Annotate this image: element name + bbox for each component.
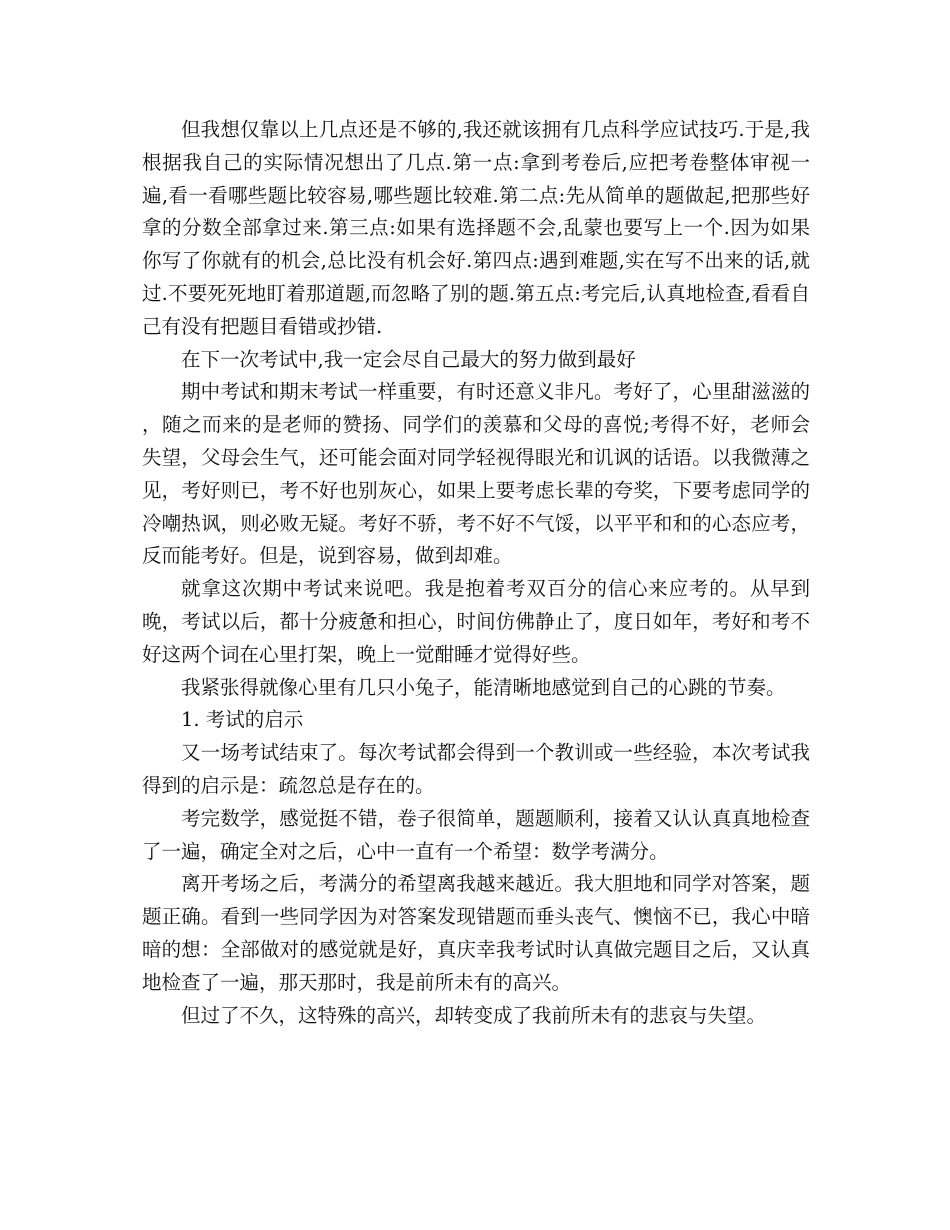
paragraph-nervous: 我紧张得就像心里有几只小兔子，能清晰地感觉到自己的心跳的节奏。 xyxy=(181,675,786,699)
paragraph-after-exam: 离开考场之后，考满分的希望离我越来越近。我大胆地和同学对答案，题题正确。看到一些同学因为对答案发现错题而垂头丧气、懊恼不已，我心中暗暗的想：全部做对的感觉就是好，真庆幸我考试时认真做完题目之后，又认真地检查了一遍，那天那时，我是前所未有的高兴。 xyxy=(142,872,810,994)
paragraph-exam-ended: 又一场考试结束了。每次考试都会得到一个教训或一些经验，本次考试我得到的启示是：疏忽总是存在的。 xyxy=(142,741,810,797)
paragraph-next-exam: 在下一次考试中,我一定会尽自己最大的努力做到最好 xyxy=(181,347,636,371)
paragraph-exam-tips: 但我想仅靠以上几点还是不够的,我还就该拥有几点科学应试技巧.于是,我根据我自己的实际情况想出了几点.第一点:拿到考卷后,应把考卷整体审视一遍,看一看哪些题比较容易,哪些题比较难.第二点:先从简单的题做起,把那些好拿的分数全部拿过来.第三点:如果有选择题不会,乱蒙也要写上一个.因为如果你写了你就有的机会,总比没有机会好.第四点:遇到难题,实在写不出来的话,就过.不要死死地盯着那道题,而忽略了别的题.第五点:考完后,认真地检查,看看自己有没有把题目看错或抄错. xyxy=(142,118,810,338)
paragraph-midterm-importance: 期中考试和期末考试一样重要，有时还意义非凡。考好了，心里甜滋滋的 ，随之而来的是老师的赞扬、同学们的羡慕和父母的喜悦;考得不好，老师会失望，父母会生气，还可能会面对同学轻视得眼光和讥讽的话语。以我微薄之见，考好则已，考不好也别灰心，如果上要考虑长辈的夸奖，下要考虑同学的冷嘲热讽，则必败无疑。考好不骄，考不好不气馁，以平平和和的心态应考，反而能考好。但是，说到容易，做到却难。 xyxy=(142,380,810,568)
paragraph-disappointment: 但过了不久，这特殊的高兴，却转变成了我前所未有的悲哀与失望。 xyxy=(181,1003,767,1027)
paragraph-this-midterm: 就拿这次期中考试来说吧。我是抱着考双百分的信心来应考的。从早到晚，考试以后，都十分疲惫和担心，时间仿佛静止了，度日如年，考好和考不好这两个词在心里打架，晚上一觉酣睡才觉得好些。 xyxy=(142,577,810,666)
section-heading: 1. 考试的启示 xyxy=(181,708,304,732)
paragraph-math-exam: 考完数学，感觉挺不错，卷子很简单，题题顺利，接着又认认真真地检查了一遍，确定全对之后，心中一直有一个希望：数学考满分。 xyxy=(142,806,810,863)
document-page xyxy=(142,114,810,1032)
